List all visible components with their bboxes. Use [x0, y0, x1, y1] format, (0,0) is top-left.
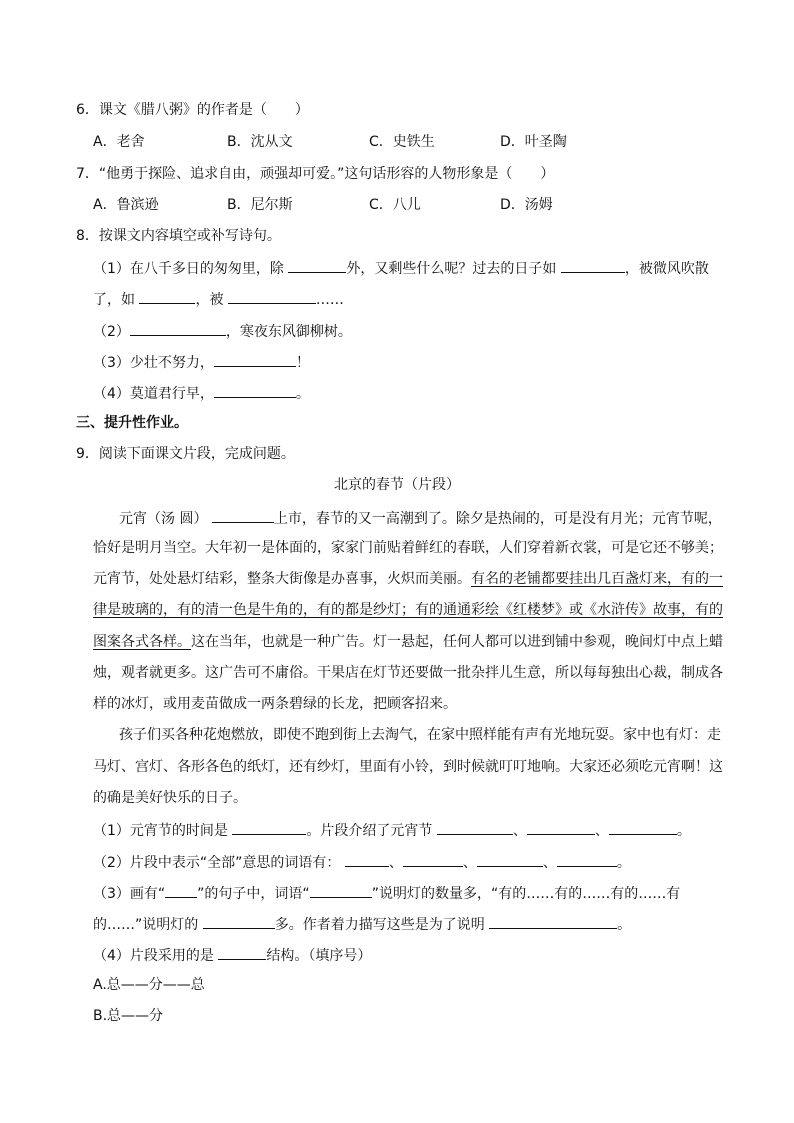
- q9-sub3-text-e: 多。作者着力描写这些是为了说明: [274, 917, 485, 933]
- q9-sub3-text-d: 的……”说明灯的: [93, 917, 199, 933]
- q8-p1-text-a: （1）在八千多日的匆匆里，除: [93, 261, 284, 277]
- q9-sub2-end: 。: [616, 855, 631, 871]
- q8-p4-blank[interactable]: [214, 382, 296, 398]
- q6-option-a[interactable]: A．老舍: [93, 134, 145, 150]
- q9-sub3-text-b: ”的句子中，词语“: [197, 886, 310, 902]
- q9-sub2-blank-1[interactable]: [345, 851, 389, 867]
- passage-para1-line7: 样的冰灯，或用麦苗做成一两条碧绿的长龙，把顾客招来。: [93, 696, 457, 712]
- q8-p4-text-a: （4）莫道君行早，: [93, 386, 214, 402]
- q9-sub3-text-a: （3）画有“: [93, 886, 166, 902]
- q9-sub2-sep-3: 、: [542, 855, 557, 871]
- q9-sub3-line1: [93, 882, 680, 904]
- q9-sub3-end: 。: [617, 917, 632, 933]
- q8-p1-blank4[interactable]: [228, 288, 316, 304]
- q9-sub2-sep-2: 、: [462, 855, 477, 871]
- q7-stem: 7．“他勇于探险、追求自由，顽强却可爱。”这句话形容的人物形象是（ ）: [76, 166, 555, 182]
- q9-sub1-sep-1: 、: [512, 823, 527, 839]
- q9-sub1-blank-2[interactable]: [527, 819, 595, 835]
- q8-p1-text-c: ，被微风吹散: [624, 261, 709, 277]
- q7-option-a[interactable]: A．鲁滨逊: [93, 197, 159, 213]
- q6-stem: 6．课文《腊八粥》的作者是（ ）: [76, 102, 309, 118]
- q9-sub4-text-a: （4）片段采用的是: [93, 948, 214, 964]
- para1-line5-plain: 这在当年，也就是一种广告。灯一悬起，任何人都可以进到铺中参观，晚间灯中点上蜡: [191, 634, 723, 650]
- q8-p2-text-b: ，寒夜东风御柳树。: [225, 324, 352, 340]
- passage-para1-line3: [93, 569, 723, 589]
- q8-p1-text-e: ，被: [195, 292, 224, 308]
- q8-part3: [93, 351, 310, 373]
- passage-para1-line4-underlined: 律是玻璃的，有的清一色是牛角的，有的都是纱灯；有的通通彩绘《红楼梦》或《水浒传》故事，有的: [93, 602, 723, 618]
- q8-p3-text-b: ！: [295, 355, 310, 371]
- q7-option-b[interactable]: B．尼尔斯: [227, 197, 293, 213]
- q9-sub3-blank-mark[interactable]: [165, 882, 197, 898]
- q9-sub1-text-a: （1）元宵节的时间是: [93, 823, 228, 839]
- q8-part1-line1: [93, 257, 709, 279]
- q9-sub4-text-b: 结构。（填序号）: [266, 948, 372, 964]
- q9-sub2: [93, 851, 631, 873]
- para1-line5-underlined: 图案各式各样。: [93, 634, 191, 650]
- q9-sub1: [93, 819, 691, 841]
- q8-stem: 8．按课文内容填空或补写诗句。: [76, 228, 281, 244]
- passage-para1-line5: [93, 632, 723, 652]
- q9-sub2-blank-2[interactable]: [403, 851, 463, 867]
- passage-para2-line1: 孩子们买各种花炮燃放，即使不跑到街上去淘气，在家中照样能有声有光地玩耍。家中也有灯：走: [119, 727, 721, 743]
- q9-sub2-blank-3[interactable]: [477, 851, 543, 867]
- q9-sub4-choice-a[interactable]: A.总——分——总: [93, 977, 205, 993]
- q9-sub2-sep-1: 、: [388, 855, 403, 871]
- q9-sub3-text-c: ”说明灯的数量多，“有的……有的……有的……有: [371, 886, 681, 902]
- passage-para1-line2: 恰好是明月当空。大年初一是体面的，家家门前贴着鲜红的春联，人们穿着新衣裳，可是它还不够美；: [93, 540, 723, 556]
- q8-p2-blank[interactable]: [130, 320, 226, 336]
- q9-sub3-blank-word[interactable]: [310, 882, 372, 898]
- para1-line3-plain: 元宵节，处处悬灯结彩，整条大街像是办喜事，火炽而美丽。: [93, 571, 471, 587]
- q9-sub4-choice-b[interactable]: B.总——分: [93, 1008, 164, 1024]
- q8-p4-text-b: 。: [295, 386, 310, 402]
- q6-option-b[interactable]: B．沈从文: [227, 134, 293, 150]
- q8-part4: [93, 382, 310, 404]
- q9-sub1-blank-3[interactable]: [609, 819, 677, 835]
- q9-sub2-blank-4[interactable]: [557, 851, 617, 867]
- q9-sub2-text-a: （2）片段中表示“全部”意思的词语有：: [93, 855, 341, 871]
- q9-sub3-blank-purpose[interactable]: [489, 913, 617, 929]
- q8-part1-line2: [93, 288, 344, 310]
- passage-para2-line3: 的确是美好快乐的日子。: [93, 790, 247, 806]
- q8-p1-blank1[interactable]: [288, 257, 346, 273]
- passage-para1-line6: 烛，观者就更多。这广告可不庸俗。干果店在灯节还要做一批杂拌儿生意，所以每每独出心裁，制成各: [93, 665, 723, 681]
- para1-text-b: 上市，春节的又一高潮到了。除夕是热闹的，可是没有月光；元宵节呢，: [273, 511, 722, 527]
- q9-sub3-blank-what[interactable]: [203, 913, 275, 929]
- q6-option-c[interactable]: C．史铁生: [369, 134, 435, 150]
- q8-p1-text-b: 外，又剩些什么呢？过去的日子如: [346, 261, 557, 277]
- q8-p1-text-d: 了，如: [93, 292, 135, 308]
- q9-sub4-blank[interactable]: [218, 944, 266, 960]
- section3-heading: 三、提升性作业。: [76, 415, 188, 431]
- q9-stem: 9．阅读下面课文片段，完成问题。: [76, 446, 295, 462]
- q8-p1-blank3[interactable]: [139, 288, 195, 304]
- para1-blank[interactable]: [212, 507, 274, 523]
- q9-sub1-sep-2: 、: [594, 823, 609, 839]
- q9-sub1-end: 。: [676, 823, 691, 839]
- passage-title: 北京的春节（片段）: [334, 477, 460, 493]
- q8-part2: [93, 320, 352, 342]
- q7-option-c[interactable]: C．八儿: [369, 197, 421, 213]
- q8-p2-text-a: （2）: [93, 324, 130, 340]
- para1-line3-underlined: 有名的老铺都要挂出几百盏灯来，有的一: [471, 571, 723, 587]
- q8-p1-text-f: ……: [315, 292, 344, 308]
- q6-option-d[interactable]: D．叶圣陶: [500, 134, 567, 150]
- q8-p3-blank[interactable]: [214, 351, 296, 367]
- q7-option-d[interactable]: D．汤姆: [500, 197, 553, 213]
- para1-text-a: 元宵（汤 圆）: [119, 511, 208, 527]
- passage-para1-line1: [119, 507, 722, 529]
- passage-para2-line2: 马灯、宫灯、各形各色的纸灯，还有纱灯，里面有小铃，到时候就叮叮地响。大家还必须吃元宵啊！这: [93, 759, 723, 775]
- q9-sub1-blank-time[interactable]: [232, 819, 306, 835]
- q9-sub3-line2: [93, 913, 631, 935]
- q9-sub1-text-b: 。片段介绍了元宵节: [306, 823, 433, 839]
- q8-p1-blank2[interactable]: [561, 257, 625, 273]
- q9-sub1-blank-1[interactable]: [437, 819, 513, 835]
- q9-sub4: [93, 944, 371, 966]
- q8-p3-text-a: （3）少壮不努力，: [93, 355, 214, 371]
